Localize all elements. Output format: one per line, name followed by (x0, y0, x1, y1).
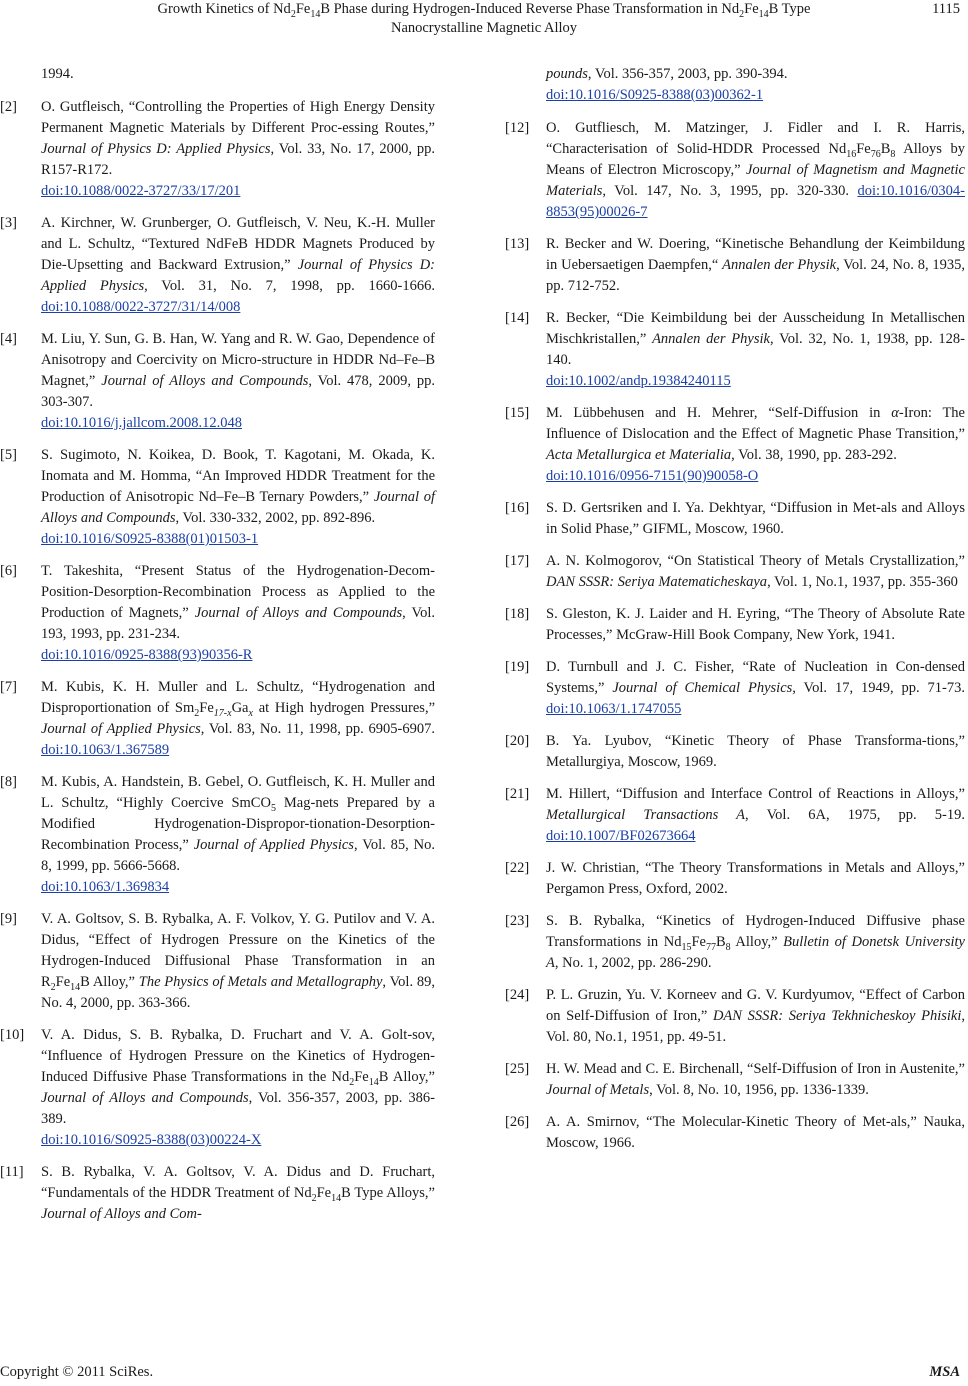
reference-item: [20] B. Ya. Lyubov, “Kinetic Theory of Phase Transforma-tions,” Metallurgiya, Moscow, 1969. (505, 733, 965, 770)
header-title-line2: Nanocrystalline Magnetic Alloy (390, 20, 578, 36)
reference-item: [19] D. Turnbull and J. C. Fisher, “Rate of Nucleation in Con-densed Systems,” Journal of Chemical Physics, Vol. 17, 1949, pp. 71-73. doi:10.1063/1.1747055 (505, 659, 965, 717)
reference-continuation: pounds, Vol. 356-357, 2003, pp. 390-394. doi:10.1016/S0925-8388(03)00362-1 (546, 66, 788, 103)
doi-link[interactable]: doi:10.1016/S0925-8388(01)01503-1 (41, 531, 259, 547)
reference-item: [24] P. L. Gruzin, Yu. V. Korneev and G. V. Kurdyumov, “Effect of Carbon on Self-Diffusion of Iron,” DAN SSSR: Seriya Tekhnicheskoy Phisiki, Vol. 80, No.1, 1951, pp. 49-51. (505, 987, 965, 1045)
reference-continuation: 1994. (41, 66, 74, 82)
reference-item: [26] A. A. Smirnov, “The Molecular-Kinetic Theory of Met-als,” Nauka, Moscow, 1966. (505, 1114, 965, 1151)
page-number: 1115 (932, 1, 960, 17)
reference-item: [5] S. Sugimoto, N. Koikea, D. Book, T. Kagotani, M. Okada, K. Inomata and M. Homma, “An Improved HDDR Treatment for the Production of Anisotropic Nd–Fe–B Ternary Powders,” Journal of Alloys and Compounds, Vol. 330-332, 2002, pp. 892-896. doi:10.1016/S0925-8388(01)01503-1 (0, 447, 436, 547)
reference-item: [8] M. Kubis, A. Handstein, B. Gebel, O. Gutfleisch, K. H. Muller and L. Schultz, “Highly Coercive SmCO$_5$ Mag-nets Prepared by a Modified Hydrogenation-Dispropor-tionation-Desorption-Recombination Process,” Journal of Applied Physics, Vol. 85, No. 8, 1999, pp. 5666-5668. doi:10.1063/1.369834 (0, 774, 435, 895)
running-header (0, 0, 968, 44)
reference-item: [21] M. Hillert, “Diffusion and Interface Control of Reactions in Alloys,” Metallurgical Transactions A, Vol. 6A, 1975, pp. 5-19. doi:10.1007/BF02673664 (505, 786, 965, 844)
reference-item: [17] A. N. Kolmogorov, “On Statistical Theory of Metals Crystallization,” DAN SSSR: Seriya Matematicheskaya, Vol. 1, No.1, 1937, pp. 355-360 (505, 553, 965, 590)
reference-item: [18] S. Gleston, K. J. Laider and H. Eyring, “The Theory of Absolute Rate Processes,” McGraw-Hill Book Company, New York, 1941. (505, 606, 965, 643)
doi-link[interactable]: doi:10.1063/1.369834 (41, 879, 170, 895)
reference-item: [13] R. Becker and W. Doering, “Kinetische Behandlung der Keimbildung in Uebersaetigen Daempfen,“ Annalen der Physik, Vol. 24, No. 8, 1935, pp. 712-752. (505, 236, 966, 294)
doi-link[interactable]: doi:10.1016/0304-8853(95)00026-7 (546, 183, 965, 220)
doi-link[interactable]: doi:10.1016/S0925-8388(03)00224-X (41, 1132, 262, 1148)
right-column (505, 64, 965, 1165)
reference-item: [3] A. Kirchner, W. Grunberger, O. Gutfleisch, V. Neu, K.-H. Muller and L. Schultz, “Textured NdFeB HDDR Magnets Produced by Die-Upsetting and Backward Extrusion,” Journal of Physics D: Applied Physics, Vol. 31, No. 7, 1998, pp. 1660-1666. doi:10.1088/0022-3727/31/14/008 (0, 215, 435, 315)
left-column (0, 64, 435, 1236)
reference-item: [6] T. Takeshita, “Present Status of the Hydrogenation-Decom-Position-Desorption-Recombination Process as Applied to the Production of Magnets,” Journal of Alloys and Compounds, Vol. 193, 1993, pp. 231-234. doi:10.1016/0925-8388(93)90356-R (0, 563, 435, 663)
header-title-line1: Growth Kinetics of $Nd_2Fe_{14}B$ Phase during Hydrogen-Induced Reverse Phase Transformation in $Nd_2Fe_{14}B$ Type (157, 1, 811, 20)
reference-item: [10] V. A. Didus, S. B. Rybalka, D. Fruchart and V. A. Golt-sov, “Influence of Hydrogen Pressure on the Kinetics of Hydrogen-Induced Diffusive Phase Transformations in the $Nd_2Fe_{14}B$ Alloy,” Journal of Alloys and Compounds, Vol. 356-357, 2003, pp. 386-389. doi:10.1016/S0925-8388(03)00224-X (0, 1027, 436, 1148)
doi-link[interactable]: doi:10.1088/0022-3727/33/17/201 (41, 183, 241, 199)
reference-item: [2] O. Gutfleisch, “Controlling the Properties of High Energy Density Permanent Magnetic Materials by Different Proc-essing Routes,” Journal of Physics D: Applied Physics, Vol. 33, No. 17, 2000, pp. R157-R172. doi:10.1088/0022-3727/33/17/201 (0, 99, 435, 199)
reference-item: [25] H. W. Mead and C. E. Birchenall, “Self-Diffusion of Iron in Austenite,” Journal of Metals, Vol. 8, No. 10, 1956, pp. 1336-1339. (505, 1061, 965, 1098)
doi-link[interactable]: doi:10.1063/1.1747055 (546, 701, 682, 717)
doi-link[interactable]: doi:10.1002/andp.19384240115 (546, 373, 731, 389)
reference-item: [9] V. A. Goltsov, S. B. Rybalka, A. F. Volkov, Y. G. Putilov and V. A. Didus, “Effect of Hydrogen Pressure on the Kinetics of the Hydrogen-Induced Diffusional Phase Transformation in an $R_2Fe_{14}B$ Alloy,” The Physics of Metals and Metallography, Vol. 89, No. 4, 2000, pp. 363-366. (0, 911, 435, 1011)
reference-item: [12] O. Gutfliesch, M. Matzinger, J. Fidler and I. R. Harris, “Characterisation of Solid-HDDR Processed $Nd_{16}Fe_{76}B_8$ Alloys by Means of Electron Microscopy,” Journal of Magnetism and Magnetic Materials, Vol. 147, No. 3, 1995, pp. 320-330. doi:10.1016/0304-8853(95)00026-7 (505, 120, 966, 220)
reference-item: [7] M. Kubis, K. H. Muller and L. Schultz, “Hydrogenation and Disproportionation of $Sm_2Fe_{17-x}Ga_x$ at High hydrogen Pressures,” Journal of Applied Physics, Vol. 83, No. 11, 1998, pp. 6905-6907. doi:10.1063/1.367589 (0, 679, 435, 758)
copyright-notice: Copyright © 2011 SciRes. (0, 1364, 154, 1380)
reference-item: [15] M. Lübbehusen and H. Mehrer, “Self-Diffusion in α-Iron: The Influence of Dislocation and the Effect of Magnetic Phase Transition,” Acta Metallurgica et Materialia, Vol. 38, 1990, pp. 283-292. doi:10.1016/0956-7151(90)90058-O (505, 405, 965, 484)
doi-link[interactable]: doi:10.1016/S0925-8388(03)00362-1 (546, 87, 764, 103)
doi-link[interactable]: doi:10.1088/0022-3727/31/14/008 (41, 299, 241, 315)
reference-item: [14] R. Becker, “Die Keimbildung bei der Ausscheidung In Metallischen Mischkristallen,” Annalen der Physik, Vol. 32, No. 1, 1938, pp. 128-140. doi:10.1002/andp.19384240115 (505, 310, 965, 389)
journal-abbreviation: MSA (929, 1364, 960, 1380)
page-footer (0, 1364, 968, 1384)
doi-link[interactable]: doi:10.1063/1.367589 (41, 742, 170, 758)
doi-link[interactable]: doi:10.1007/BF02673664 (546, 828, 696, 844)
reference-item: [11] S. B. Rybalka, V. A. Goltsov, V. A. Didus and D. Fruchart, “Fundamentals of the HDDR Treatment of $Nd_2Fe_{14}B$ Type Alloys,” Journal of Alloys and Com- (0, 1164, 435, 1222)
reference-item: [22] J. W. Christian, “The Theory Transformations in Metals and Alloys,” Pergamon Press, Oxford, 2002. (505, 860, 965, 897)
reference-item: [23] S. B. Rybalka, “Kinetics of Hydrogen-Induced Diffusive phase Transformations in $Nd_{15}Fe_{77}B_8$ Alloy,” Bulletin of Donetsk University A, No. 1, 2002, pp. 286-290. (505, 913, 965, 971)
doi-link[interactable]: doi:10.1016/0925-8388(93)90356-R (41, 647, 253, 663)
doi-link[interactable]: doi:10.1016/0956-7151(90)90058-O (546, 468, 759, 484)
reference-item: [16] S. D. Gertsriken and I. Ya. Dekhtyar, “Diffusion in Met-als and Alloys in Solid Phase,” GIFML, Moscow, 1960. (505, 500, 965, 537)
doi-link[interactable]: doi:10.1016/j.jallcom.2008.12.048 (41, 415, 242, 431)
reference-item: [4] M. Liu, Y. Sun, G. B. Han, W. Yang and R. W. Gao, Dependence of Anisotropy and Coercivity on Micro-structure in HDDR Nd–Fe–B Magnet,” Journal of Alloys and Compounds, Vol. 478, 2009, pp. 303-307. doi:10.1016/j.jallcom.2008.12.048 (0, 331, 435, 431)
